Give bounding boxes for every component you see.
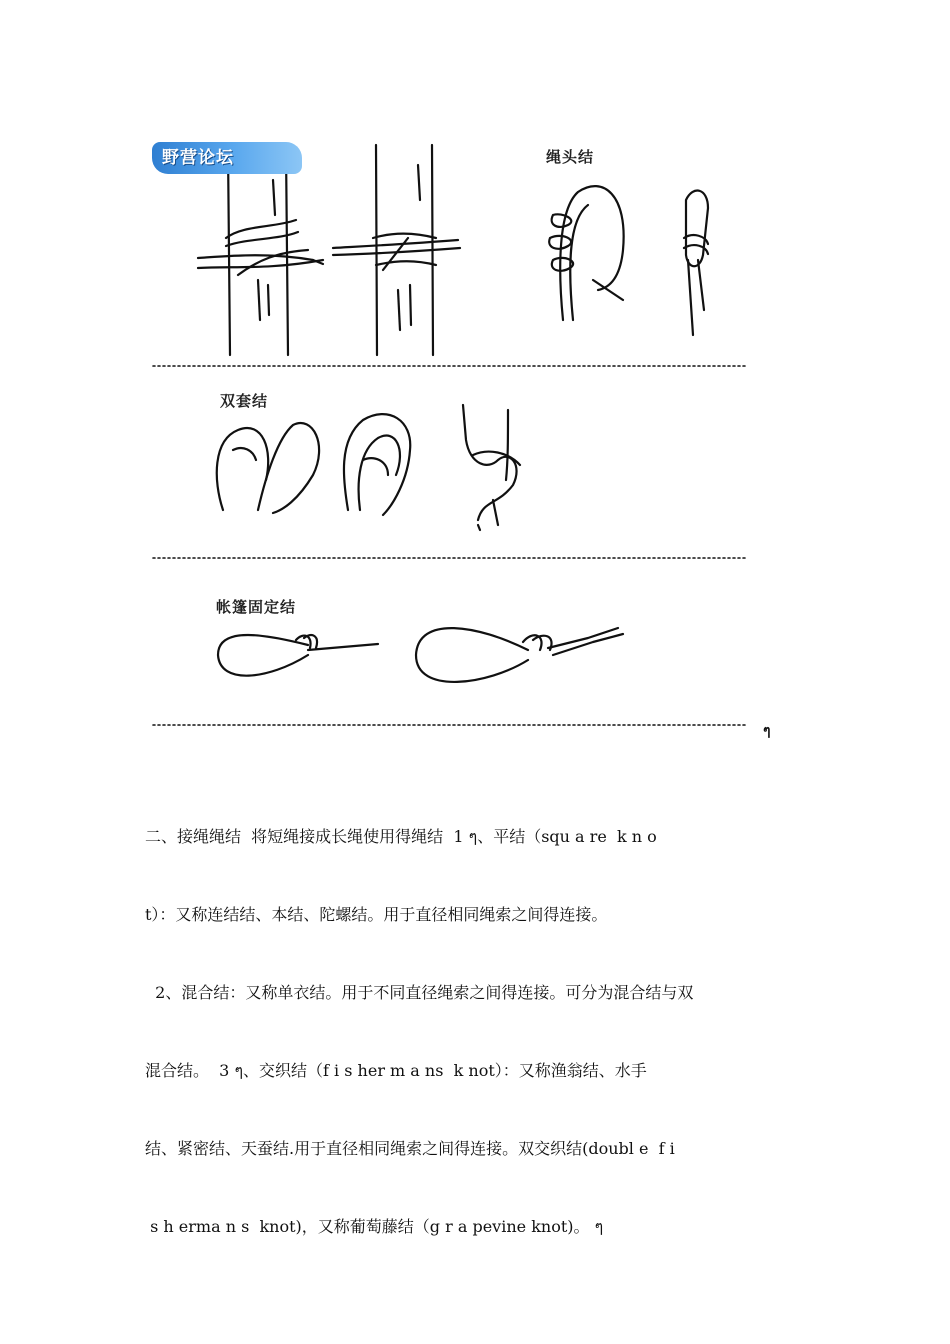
- caption-double-loop-knot: 双套结: [220, 392, 269, 410]
- body-line: t）：又称连结结、本结、陀螺结。用于直径相同绳索之间得连接。: [145, 905, 608, 924]
- forum-watermark-logo: [152, 142, 302, 174]
- caption-rope-end-knot: 绳头结: [546, 148, 595, 166]
- body-line: 二、接绳绳结 将短绳接成长绳使用得绳结 1 ๆ、平结（squ a re k n o: [145, 827, 657, 846]
- caption-tent-knot: 帐篷固定结: [216, 598, 297, 616]
- body-line: 混合结。 3 ๆ、交织结（f i s her m a ns k not）：又称渔翁结、水手: [145, 1061, 647, 1080]
- knot-illustration: [148, 120, 788, 740]
- knot-drawing: [148, 120, 788, 740]
- rope-end-knot-drawing: [549, 186, 708, 335]
- pole-knot-drawing-2: [333, 145, 460, 355]
- figure-end-mark: ๆ: [763, 723, 771, 739]
- body-line: s h erma n s knot)，又称葡萄藤结（g r a pevine knot)。 ๆ: [145, 1217, 604, 1236]
- watermark-text: 野营论坛: [162, 148, 234, 168]
- body-paragraph: [145, 772, 810, 1266]
- tent-knot-drawing: [218, 628, 623, 682]
- body-line: 结、紧密结、天蚕结.用于直径相同绳索之间得连接。双交织结(doubl e f i: [145, 1139, 675, 1158]
- pole-knot-drawing-1: [198, 150, 323, 355]
- double-loop-knot-drawing: [217, 405, 520, 530]
- body-line: 2、混合结：又称单衣结。用于不同直径绳索之间得连接。可分为混合结与双: [145, 983, 694, 1002]
